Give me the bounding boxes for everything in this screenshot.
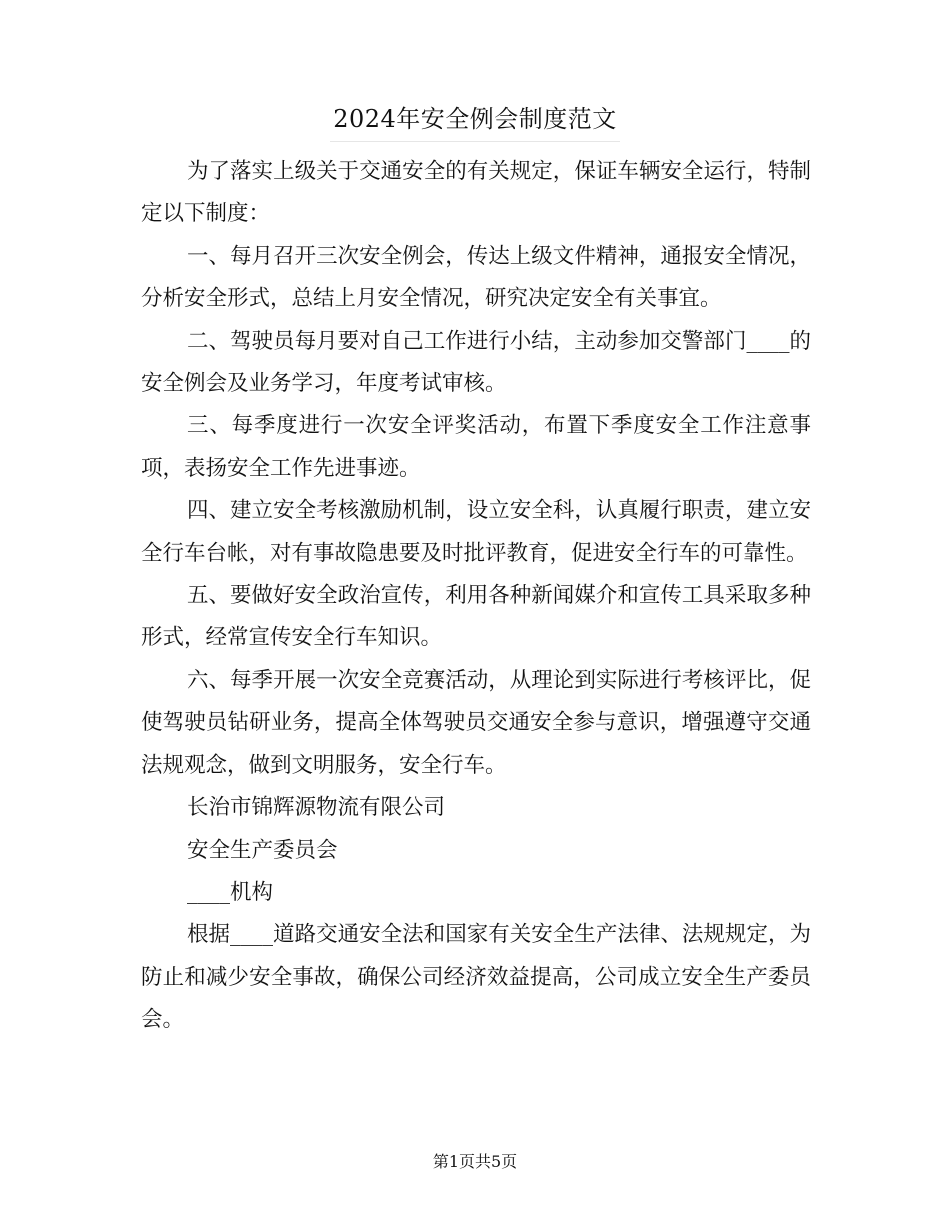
committee-paragraph: 根据____道路交通安全法和国家有关安全生产法律、法规规定，为防止和减少安全事故，确保公司经济效益提高，公司成立安全生产委员会。 [141, 922, 811, 1033]
rule-5-paragraph: 五、要做好安全政治宣传，利用各种新闻媒介和宣传工具采取多种形式，经常宣传安全行车知识。 [141, 583, 811, 651]
intro-paragraph: 为了落实上级关于交通安全的有关规定，保证车辆安全运行，特制定以下制度： [141, 159, 811, 227]
document-body [141, 151, 811, 1042]
organization-heading: ____机构 [187, 879, 274, 905]
rule-1-paragraph: 一、每月召开三次安全例会，传达上级文件精神，通报安全情况，分析安全形式，总结上月安全情况，研究决定安全有关事宜。 [141, 243, 811, 312]
rule-4-paragraph: 四、建立安全考核激励机制，设立安全科，认真履行职责，建立安全行车台帐，对有事故隐患要及时批评教育，促进安全行车的可靠性。 [141, 498, 811, 566]
rule-2-paragraph: 二、驾驶员每月要对自己工作进行小结，主动参加交警部门____的安全例会及业务学习，年度考试审核。 [141, 328, 811, 397]
company-name: 长治市锦辉源物流有限公司 [187, 795, 446, 821]
committee-name: 安全生产委员会 [187, 837, 338, 863]
rule-6-paragraph: 六、每季开展一次安全竞赛活动，从理论到实际进行考核评比，促使驾驶员钻研业务，提高全体驾驶员交通安全参与意识，增强遵守交通法规观念，做到文明服务，安全行车。 [141, 667, 811, 778]
document-title: 2024年安全例会制度范文 [333, 105, 617, 133]
title-divider [330, 141, 620, 142]
page-number: 第1页共5页 [432, 1152, 518, 1171]
rule-3-paragraph: 三、每季度进行一次安全评奖活动，布置下季度安全工作注意事项，表扬安全工作先进事迹。 [141, 413, 811, 481]
